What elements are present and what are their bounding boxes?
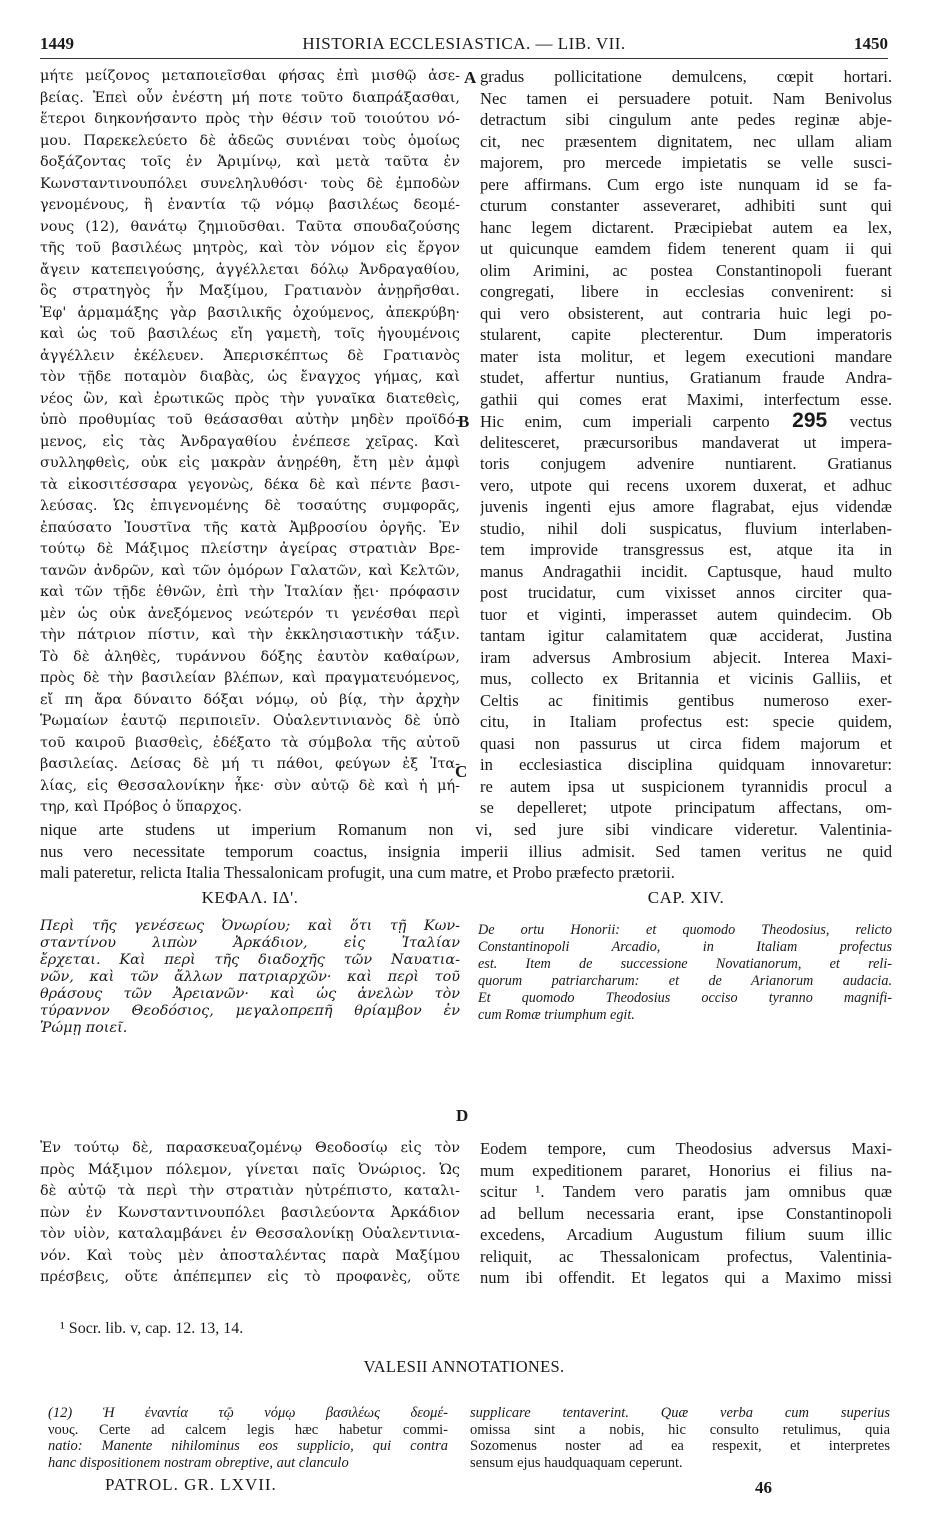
latin-summary-line: Et quomodo Theodosius occiso tyranno magnifi- [478, 990, 892, 1006]
annotations-right [470, 1405, 890, 1471]
latin-summary-line: Constantinopoli Arcadio, in Italiam profectus [478, 939, 892, 955]
latin-summary-line: cum Romæ triumphum egit. [478, 1007, 635, 1023]
greek-column-top [40, 66, 460, 819]
latin-column-bottom [480, 1138, 892, 1289]
greek-summary-line: τύραννον Θεοδόσιος, μεγαλοπρεπῆ θρίαμβον ἐν [40, 1003, 460, 1019]
greek-text-line: εἴ πη ἄρα δύναιτο δόξαι νόμῳ, οὐ βίᾳ, τὴν ἀρχὴν [40, 691, 460, 708]
header-rule [40, 58, 888, 59]
greek-text-line: λίας, εἰς Θεσσαλονίκην ἧκε· σὺν αὐτῷ δὲ καὶ ἡ μή- [40, 777, 460, 794]
greek-summary-line: Περὶ τῆς γενέσεως Ὀνωρίου; καὶ ὅτι τῇ Κων- [40, 918, 460, 934]
margin-letter-b: B [458, 412, 470, 431]
latin-text-line: stularent, capite plecterentur. Dum imperatoris [480, 325, 892, 344]
footnote: ¹ Socr. lib. v, cap. 12. 13, 14. [60, 1320, 244, 1337]
latin-text-line: olim Arimini, ac postea Constantinopoli fuerant [480, 260, 892, 280]
annotation-line: νους. Certe ad calcem legis hæc habetur commi- [48, 1421, 448, 1438]
latin-text-line: quasi non passurus ut circa fidem majorum et [480, 733, 892, 753]
latin-text-line: hanc legem dictarent. Præcipiebat autem ea lex, [480, 217, 892, 237]
latin-text-line: num ibi offendit. Et legatos qui a Maximo missi [480, 1268, 892, 1287]
greek-text-line: Τὸ δὲ ἀληθὲς, τυράννου δόξης ἑαυτὸν καθαίρων, [40, 648, 460, 665]
latin-text-line: tuor et viginti, imperasset autem quindecim. Ob [480, 604, 892, 624]
running-title: HISTORIA ECCLESIASTICA. — LIB. VII. [302, 34, 626, 53]
greek-text-line: νόν. Καὶ τοὺς μὲν ἀποσταλέντας παρὰ Μαξίμου [40, 1247, 460, 1264]
greek-summary-line: Ῥώμῃ ποιεῖ. [40, 1020, 128, 1036]
margin-letter-d: D [456, 1106, 469, 1125]
greek-text-line: τῆς τοῦ βασιλέως μητρὸς, καὶ τὸν νόμον εἰς ἔργον [40, 240, 460, 256]
annotations-heading: VALESII ANNOTATIONES. [363, 1357, 565, 1376]
greek-text-line: Ἐφ' ἁρμαμάξης γὰρ βασιλικῆς ὀχούμενος, ἀπεκρύβη· [40, 304, 460, 321]
latin-text-line: tantam igitur calamitatem quæ acciderat, Justina [480, 626, 892, 645]
latin-text-line: qui vero obsisterent, aut contraria huic legi po- [480, 303, 892, 323]
greek-text-line: Ῥωμαίων ἑαυτῷ περιποιεῖν. Οὐαλεντινιανὸς δὲ ὑπὸ [40, 713, 460, 729]
greek-text-line: Ἐν τούτῳ δὲ, παρασκευαζομένῳ Θεοδοσίῳ εἰς τὸν [40, 1140, 460, 1156]
greek-text-line: δὲ αὐτῷ τὰ περὶ τὴν στρατιὰν ηὐτρέπιστο, καταλι- [40, 1183, 460, 1199]
latin-line-text: Hic enim, cum imperiali carpento [480, 412, 770, 431]
annotation-line: (12) Ἡ ἐναντία τῷ νόμῳ βασιλέως δεομέ- [48, 1405, 448, 1421]
greek-text-line: τὴν πάτριον πίστιν, καὶ τὴν ἐκκλησιαστικὴν τάξιν. [40, 627, 460, 643]
margin-letter-a: A [464, 68, 477, 87]
greek-text-line: νέος ὢν, καὶ ἐρωτικῶς πρὸς τὴν γυναῖκα διατεθεὶς, [40, 390, 460, 407]
latin-text-line: juvenis ingenti ejus amore flagrabat, ejus videndæ [480, 497, 892, 516]
latin-column-top [480, 66, 892, 819]
greek-text-line: τὸν τῇδε ποταμὸν διαβὰς, ὡς ἔναγχος γήμας, καὶ [40, 369, 460, 385]
greek-text-line: τηρ, καὶ Πρόβος ὁ ὕπαρχος. [40, 799, 243, 815]
latin-text-line: excedens, Arcadium Augustum filium suum illic [480, 1225, 892, 1244]
greek-summary-line: θράσους τῶν Ἀρειανῶν· καὶ ὡς ἀνελὼν τὸν [40, 986, 460, 1002]
greek-text-line: τὰ εἰκοσιτέσσαρα γεγονὼς, δέκα δὲ καὶ πέντε βασι- [40, 476, 460, 493]
latin-text-line: studet, affertur nuntius, Gratianum fraude Andra- [480, 368, 892, 387]
latin-text-line: vero, utpote qui recens uxorem duxerat, et adhuc [480, 475, 892, 495]
latin-text-line: pere affirmans. Cum ergo iste nunquam id se fa- [480, 174, 892, 194]
greek-summary-line: νῶν, καὶ τῶν ἄλλων πατριαρχῶν· καὶ περὶ τοῦ [40, 969, 460, 985]
latin-text-line: Eodem tempore, cum Theodosius adversus Maxi- [480, 1139, 892, 1158]
latin-text-line: se depelleret; utpote principatum affectans, om- [480, 798, 892, 817]
latin-line-text: vectus [849, 412, 892, 431]
greek-text-line: πὼν ἐν Κωνσταντινουπόλει βασιλεύοντα Ἀρκάδιον [40, 1204, 460, 1221]
latin-text-line: scitur ¹. Tandem vero paratis jam omnibus quæ [480, 1182, 892, 1201]
greek-text-line: Κωνσταντινουπόλει συνεληλυθόσι· τοὺς δὲ ἐμποδὼν [40, 175, 460, 192]
gathering-signature: 46 [755, 1478, 772, 1497]
greek-text-line: βασιλείας. Δείσας δὲ μή τι πάθοι, φεύγων ἐξ Ἰτα- [40, 756, 460, 772]
full-width-text-line: mali pateretur, relicta Italia Thessalonicam profugit, una cum matre, et Probo præfecto prætorii. [40, 863, 675, 882]
greek-text-line: καὶ τῶν τῇδε ἐθνῶν, ἐπὶ τὴν Ἰταλίαν ᾔει· πρόφασιν [40, 584, 460, 600]
annotation-line: hanc dispositionem nostram obreptive, aut clanculo [48, 1454, 349, 1471]
annotation-line: omissa sint a nobis, hic consulto retulimus, quia [470, 1421, 890, 1438]
latin-text-line: mum expeditionem pararet, Honorius ei filius na- [480, 1160, 892, 1180]
greek-text-line: ἄγειν κατεπειγούσης, ἀγγέλλεται δόλῳ Ἀνδραγαθίου, [40, 261, 460, 278]
latin-text-line: cit, nec præsentem dignitatem, nec ullam aliam [480, 131, 892, 151]
annotation-line: natio: Manente nihilominus eos supplicio, qui contra [48, 1438, 448, 1454]
latin-chapter-summary [478, 922, 892, 1024]
greek-chapter-heading: ΚΕΦΑΛ. ΙΔ'. [201, 888, 299, 907]
latin-text-line: ad bellum necessaria erant, ipse Constantinopoli [480, 1203, 892, 1223]
greek-text-line: συλληφθεὶς, οὐκ εἰς μακρὰν ἀνῃρέθη, ἔτη μὲν ἀμφὶ [40, 455, 460, 471]
annotation-line: supplicare tentaverint. Quæ verba cum superius [470, 1405, 890, 1421]
latin-text-line: tem improvide transgressus est, atque ita in [480, 540, 892, 559]
latin-text-line: congregati, libere in ecclesias convenirent: si [480, 282, 892, 301]
latin-text-line: gathii qui comes erat Maximi, interfectum esse. [480, 389, 892, 409]
page-number-right: 1450 [854, 34, 888, 53]
greek-text-line: πρὸς δὲ τὴν βασιλείαν βλέπων, καὶ πραγματευόμενος, [40, 670, 460, 686]
full-width-text-line: nique arte studens ut imperium Romanum non vi, sed jure sibi vindicare videretur. Valentinia- [40, 820, 892, 839]
latin-text-line: manus Andragathii incidit. Captusque, haud multo [480, 561, 892, 581]
latin-text-line: cturum constanter asseveraret, adhibiti sunt qui [480, 196, 892, 215]
annotation-line: Sozomenus noster ad ea respexit, et interpretes [470, 1438, 890, 1454]
running-header [40, 34, 888, 56]
latin-summary-line: De ortu Honorii: et quomodo Theodosius, relicto [478, 922, 892, 938]
greek-summary-line: ἔρχεται. Καὶ περὶ τῆς διαδοχῆς τῶν Ναυατια- [40, 952, 460, 968]
greek-column-bottom [40, 1138, 460, 1289]
latin-text-line: post trucidatur, cum vixisset annos circiter qua- [480, 583, 892, 602]
greek-text-line: τανῶν ἀνδρῶν, καὶ τῶν ὁμόρων Γαλατῶν, καὶ Κελτῶν, [40, 562, 460, 579]
latin-text-line: in ecclesiastica disciplina quidquam innovaretur: [480, 755, 892, 774]
latin-text-line: delitesceret, præcursoribus mandaverat ut impera- [480, 432, 892, 452]
annotations-left [48, 1405, 448, 1471]
latin-summary-line: quorum patriarcharum: et de Arianorum audacia. [478, 973, 892, 989]
latin-text-line [480, 410, 892, 432]
full-width-text-line: nus vero necessitate temporum coactus, insignia imperii illius admisit. Sed tamen veritus ne quid [40, 841, 892, 861]
latin-text-line: citu, in Italiam profectus est: specie quidem, [480, 712, 892, 731]
latin-text-line: majorem, pro mercede impietatis se velle susci- [480, 153, 892, 172]
page-number-left: 1449 [40, 34, 74, 53]
full-width-paragraph [40, 819, 892, 884]
greek-text-line: πρέσβεις, οὔτε ἀπέπεμπεν εἰς τὸ προφανὲς, οὔτε [40, 1269, 460, 1285]
greek-text-line: νους (12), θανάτῳ ζημιοῦσθαι. Ταῦτα σπουδαζούσης [40, 218, 460, 235]
greek-text-line: μήτε μείζονος μεταποιεῖσθαι φήσας ἐπὶ μισθῷ ἀσε- [40, 68, 460, 84]
latin-text-line: mus, collecto ex Britannia et vicinis Galliis, et [480, 669, 892, 688]
latin-chapter-heading: CAP. XIV. [647, 888, 725, 907]
latin-text-line: Nec tamen ei persuadere potuit. Nam Benivolus [480, 88, 892, 108]
greek-text-line: μὲν ὡς οὐκ ἀνεξόμενος νεώτερόν τι γενέσθαι περὶ [40, 605, 460, 622]
greek-text-line: δοξάζοντας τοῖς ἐν Ἀριμίνῳ, καὶ μετὰ ταῦτα ἐν [40, 154, 460, 170]
latin-text-line: ut quicunque eamdem fidem tenerent quam ii qui [480, 239, 892, 258]
latin-text-line: gradus pollicitatione demulcens, cœpit hortari. [480, 67, 892, 86]
greek-chapter-summary [40, 918, 460, 1037]
greek-text-line: γενομένους, ἢ ἐναντία τῷ νόμῳ βασιλέως δεομέ- [40, 197, 460, 213]
greek-text-line: ἀγγέλλειν ἐκέλευεν. Ἀπερισκέπτως δὲ Γρατιανὸς [40, 347, 460, 364]
greek-text-line: λεύσας. Ὡς ἐπιγενομένης δὲ τοσαύτης συμφορᾶς, [40, 498, 460, 514]
latin-text-line: re autem ipsa ut suspicionem tyrannidis procul a [480, 776, 892, 796]
greek-text-line: ἕτεροι διηκονήσαντο πρὸς τὴν θέσιν τοῦ τοιούτου νό- [40, 111, 460, 127]
greek-text-line: πρὸς Μάξιμον πόλεμον, γίνεται παῖς Ὀνώριος. Ὡς [40, 1161, 460, 1178]
annotation-line: sensum ejus haudquaquam ceperunt. [470, 1454, 683, 1471]
greek-text-line: ὑπὸ προθυμίας τοῦ θεάσασθαι αὐτὴν μηδὲν προϊδό- [40, 412, 460, 428]
greek-text-line: μου. Παρεκελεύετο δὲ ἀδεῶς συνιέναι τοὺς ὁμοίως [40, 132, 460, 149]
patrology-signature: PATROL. GR. LXVII. [105, 1475, 277, 1494]
column-number-marker: 295 [769, 410, 850, 432]
greek-text-line: μενος, εἰς τὰς Ἀνδραγαθίου ἐνέπεσε χεῖρας. Καὶ [40, 433, 460, 450]
latin-text-line: Celtis ac finitimis gentibus numeroso exer- [480, 690, 892, 710]
greek-text-line: βείας. Ἐπεὶ οὖν ἐνέστη μή ποτε τοῦτο διαπράξασθαι, [40, 89, 460, 106]
greek-text-line: τούτῳ δὲ Μάξιμος πλείστην ἀγείρας στρατιὰν Βρε- [40, 541, 460, 557]
latin-text-line: iram adversus Ambrosium abjecit. Interea Maxi- [480, 647, 892, 667]
greek-text-line: τοῦ καιροῦ βιασθεὶς, ἐδέξατο τὰ σύμβολα τῆς αὐτοῦ [40, 734, 460, 751]
latin-text-line: detractum sibi cingulum ante pedes reginæ abje- [480, 110, 892, 129]
greek-text-line: ἐπαύσατο Ἰουστῖνα τῆς κατὰ Ἀμβροσίου ὀργῆς. Ἐν [40, 519, 460, 536]
greek-text-line: τὸν υἱὸν, καταλαμβάνει ἐν Θεσσαλονίκῃ Οὐαλεντινια- [40, 1226, 460, 1242]
latin-text-line: mater ista molitur, et legem executioni mandare [480, 346, 892, 366]
latin-summary-line: est. Item de successione Novatianorum, et reli- [478, 956, 892, 972]
latin-text-line: toris conjugem advenire nuntiarent. Gratianus [480, 454, 892, 473]
greek-summary-line: σταντίνου λιπὼν Ἀρκάδιον, εἰς Ἰταλίαν [40, 935, 460, 951]
greek-text-line: καὶ ὡς τοῦ βασιλέως εἴη γαμετὴ, τοῖς ἡγουμένοις [40, 326, 460, 342]
margin-letter-c: C [455, 762, 468, 781]
greek-text-line: ὃς στρατηγὸς ἦν Μαξίμου, Γρατιανὸν ἀνῃρῆσθαι. [40, 283, 460, 299]
latin-text-line: studio, nihil doli suspicatus, fluvium interlaben- [480, 518, 892, 538]
latin-text-line: reliquit, ac Thessalonicam profectus, Valentinia- [480, 1246, 892, 1266]
